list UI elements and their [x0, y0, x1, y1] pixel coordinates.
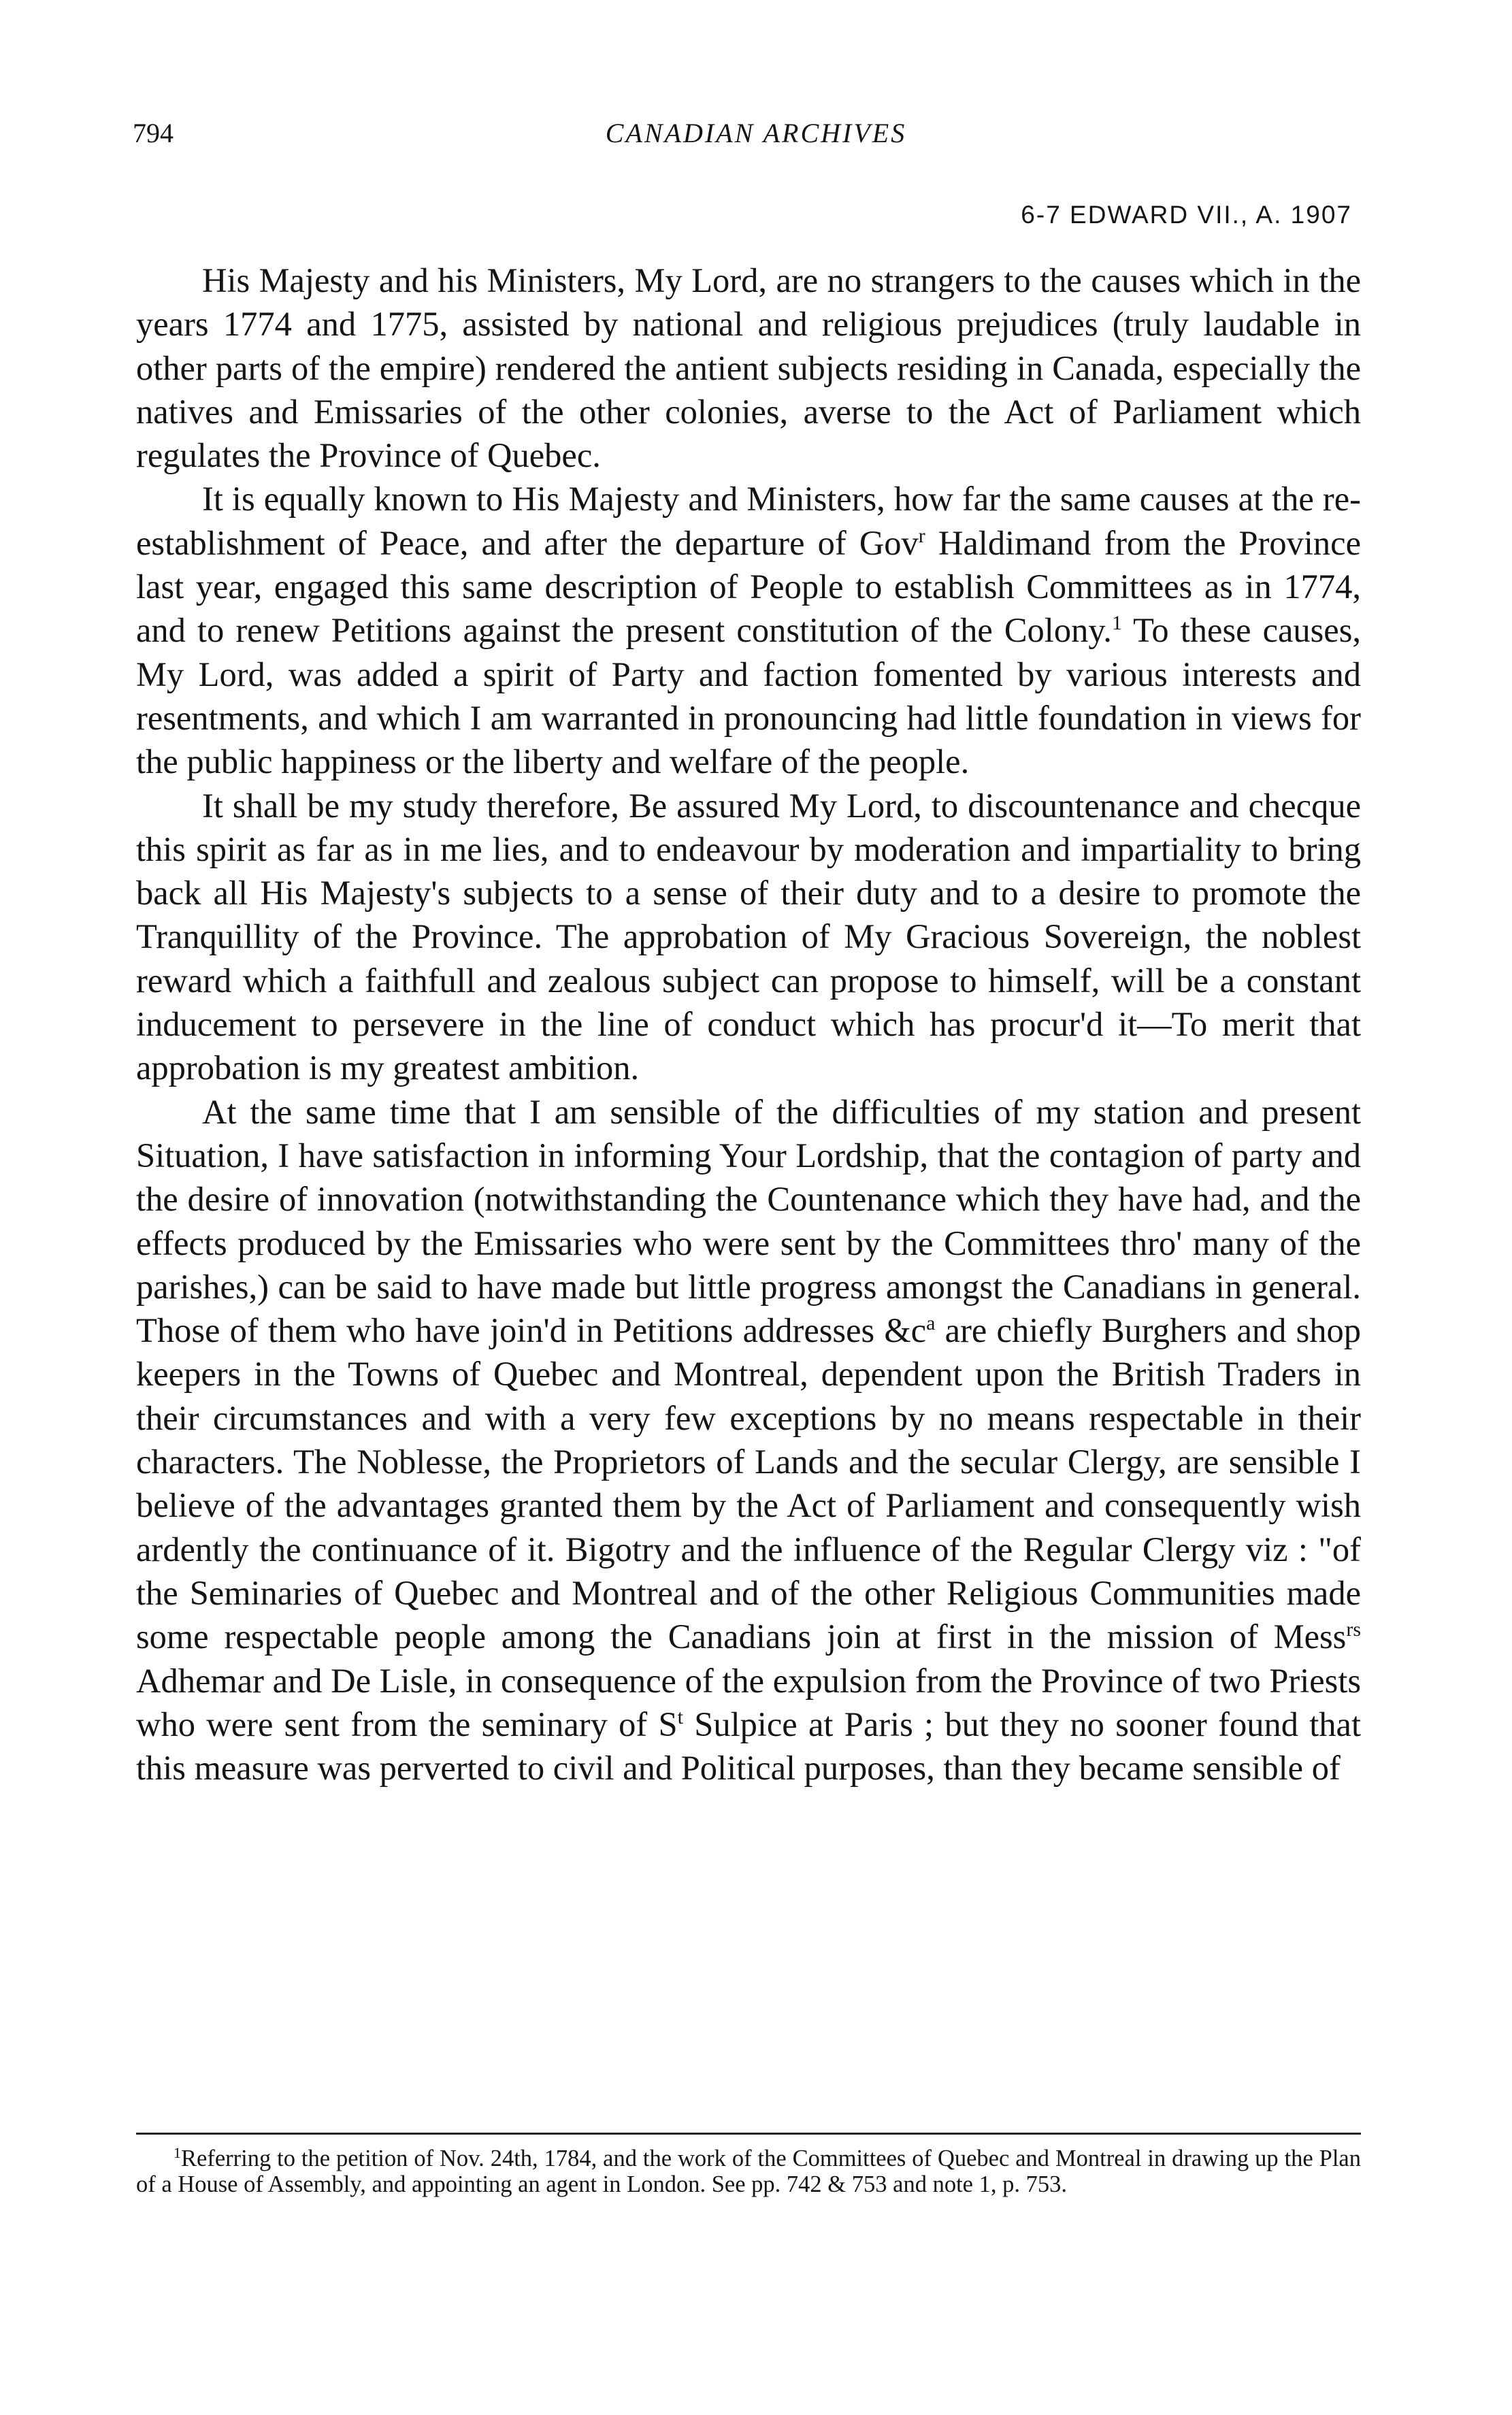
superscript: r: [918, 524, 925, 547]
paragraph-2: [136, 477, 1361, 783]
text-span: To these causes, My Lord, was added a spirit of Party and faction fomented by various interests and resentments, and which I am warranted in pronouncing had little foundation in views for the public happiness or the liberty and welfare of the people.: [136, 611, 1362, 781]
running-head: CANADIAN ARCHIVES: [605, 118, 907, 148]
footnote-divider: [136, 2133, 1361, 2135]
text-span: Sulpice at Paris ; but they no sooner found that this measure was perverted to civil and Political purposes, than they became sensible of: [136, 1705, 1361, 1788]
footnote-text: Referring to the petition of Nov. 24th, 1784, and the work of the Committees of Quebec and Montreal in drawing up the Plan of a House of Assembly, and appointing an agent in London. See pp. 742 & 753 and note 1, p. 753.: [136, 2146, 1361, 2197]
text-span: At the same time that I am sensible of the difficulties of my station and present Situation, I have satisfaction in informing Your Lordship, that the contagion of party and the desire of innovation (notwithstanding the Countenance which they have had, and the effects produced by the Emissaries who were sent by the Committees thro' many of the parishes,) can be said to have made but little progress amongst the Canadians in general. Those of them who have join'd in Petitions addresses &c: [136, 1092, 1361, 1350]
superscript: t: [677, 1705, 683, 1728]
paragraph-4: [136, 1090, 1361, 1790]
page-number: 794: [133, 118, 174, 148]
superscript: a: [926, 1312, 936, 1335]
superscript: rs: [1346, 1618, 1361, 1641]
footnote-reference: 1: [1111, 612, 1122, 635]
text-span: are chiefly Burghers and shop keepers in the Towns of Quebec and Montreal, dependent upon the British Traders in their circumstances and with a very few exceptions by no means respectable in their characters. The Noblesse, the Proprietors of Lands and the secular Clergy, are sensible I believe of the advantages granted them by the Act of Parliament and consequently wish ardently the continuance of it. Bigotry and the influence of the Regular Clergy viz : "of the Seminaries of Quebec and Montreal and of the other Religious Communities made some respectable people among the Canadians join at first in the mission of Mess: [136, 1311, 1362, 1656]
session-heading: 6-7 EDWARD VII., A. 1907: [1021, 201, 1352, 229]
text-span: Haldimand from the Province last year, engaged this same description of People to establish Committees as in 1774, and to renew Petitions against the present constitution of the Colony.: [136, 523, 1361, 650]
footnote-1: [136, 2146, 1361, 2197]
text-span: It is equally known to His Majesty and Ministers, how far the same causes at the re-establishment of Peace, and after the departure of Gov: [136, 480, 1361, 562]
footnote-marker: 1: [174, 2144, 181, 2161]
paragraph-3: It shall be my study therefore, Be assured My Lord, to discountenance and checque this spirit as far as in me lies, and to endeavour by moderation and impartiality to bring back all His Majesty's subjects to a sense of their duty and to a desire to promote the Tranquillity of the Province. The approbation of My Gracious Sovereign, the noblest reward which a faithfull and zealous subject can propose to himself, will be a constant inducement to persevere in the line of conduct which has procur'd it—To merit that approbation is my greatest ambition.: [136, 786, 1361, 1087]
body-text: [136, 259, 1361, 1790]
footnotes: [136, 2146, 1361, 2197]
text-span: Adhemar and De Lisle, in consequence of the expulsion from the Province of two Priests who were sent from the seminary of S: [136, 1661, 1361, 1743]
paragraph-1: His Majesty and his Ministers, My Lord, are no strangers to the causes which in the years 1774 and 1775, assisted by national and religious prejudices (truly laudable in other parts of the empire) rendered the antient subjects residing in Canada, especially the natives and Emissaries of the other colonies, averse to the Act of Parliament which regulates the Province of Quebec.: [136, 261, 1361, 475]
